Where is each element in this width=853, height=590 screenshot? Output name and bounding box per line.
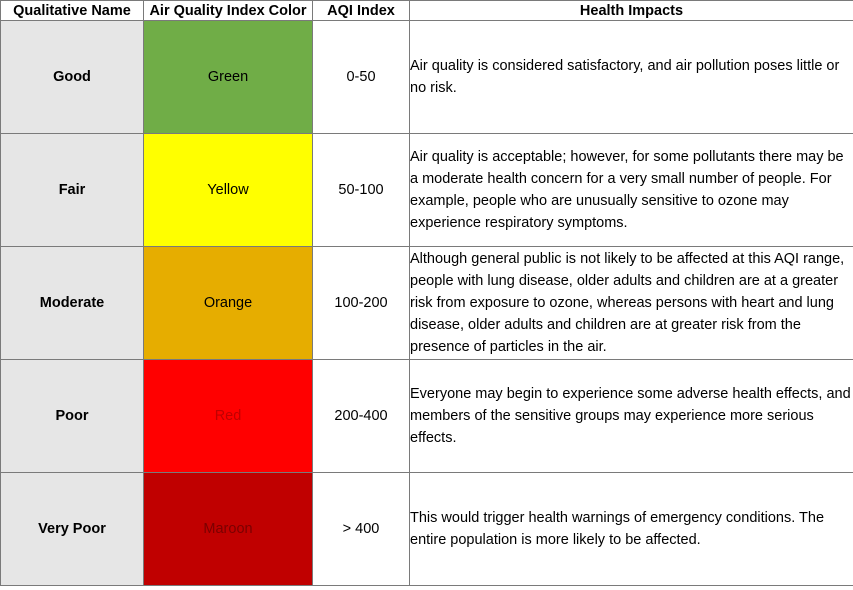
header-qualitative-name: Qualitative Name bbox=[1, 1, 144, 21]
aqi-index-cell: 0-50 bbox=[313, 21, 410, 134]
table-row bbox=[1, 473, 853, 586]
health-impact-cell: Although general public is not likely to be affected at this AQI range, people with lung disease, older adults and children are at a greater risk from exposure to ozone, whereas persons with heart and lung disease, older adults and children are at greater risk from the presence of particles in the air. bbox=[410, 247, 853, 360]
table-row bbox=[1, 360, 853, 473]
aqi-color-cell: Red bbox=[144, 360, 313, 473]
table-row bbox=[1, 247, 853, 360]
qualitative-name-cell: Fair bbox=[1, 134, 144, 247]
qualitative-name-cell: Moderate bbox=[1, 247, 144, 360]
header-health-impacts: Health Impacts bbox=[410, 1, 853, 21]
aqi-color-cell: Maroon bbox=[144, 473, 313, 586]
aqi-color-cell: Green bbox=[144, 21, 313, 134]
qualitative-name-cell: Poor bbox=[1, 360, 144, 473]
qualitative-name-cell: Good bbox=[1, 21, 144, 134]
aqi-index-cell: > 400 bbox=[313, 473, 410, 586]
aqi-index-cell: 200-400 bbox=[313, 360, 410, 473]
health-impact-cell: Air quality is considered satisfactory, and air pollution poses little or no risk. bbox=[410, 21, 853, 134]
aqi-color-cell: Yellow bbox=[144, 134, 313, 247]
table-row bbox=[1, 134, 853, 247]
aqi-color-cell: Orange bbox=[144, 247, 313, 360]
header-row bbox=[1, 1, 853, 21]
health-impact-cell: This would trigger health warnings of emergency conditions. The entire population is more likely to be affected. bbox=[410, 473, 853, 586]
aqi-index-cell: 100-200 bbox=[313, 247, 410, 360]
aqi-index-cell: 50-100 bbox=[313, 134, 410, 247]
header-aqi-index: AQI Index bbox=[313, 1, 410, 21]
health-impact-cell: Everyone may begin to experience some adverse health effects, and members of the sensitive groups may experience more serious effects. bbox=[410, 360, 853, 473]
health-impact-cell: Air quality is acceptable; however, for some pollutants there may be a moderate health concern for a very small number of people. For example, people who are unusually sensitive to ozone may experience respiratory symptoms. bbox=[410, 134, 853, 247]
qualitative-name-cell: Very Poor bbox=[1, 473, 144, 586]
header-aqi-color: Air Quality Index Color bbox=[144, 1, 313, 21]
table-row bbox=[1, 21, 853, 134]
